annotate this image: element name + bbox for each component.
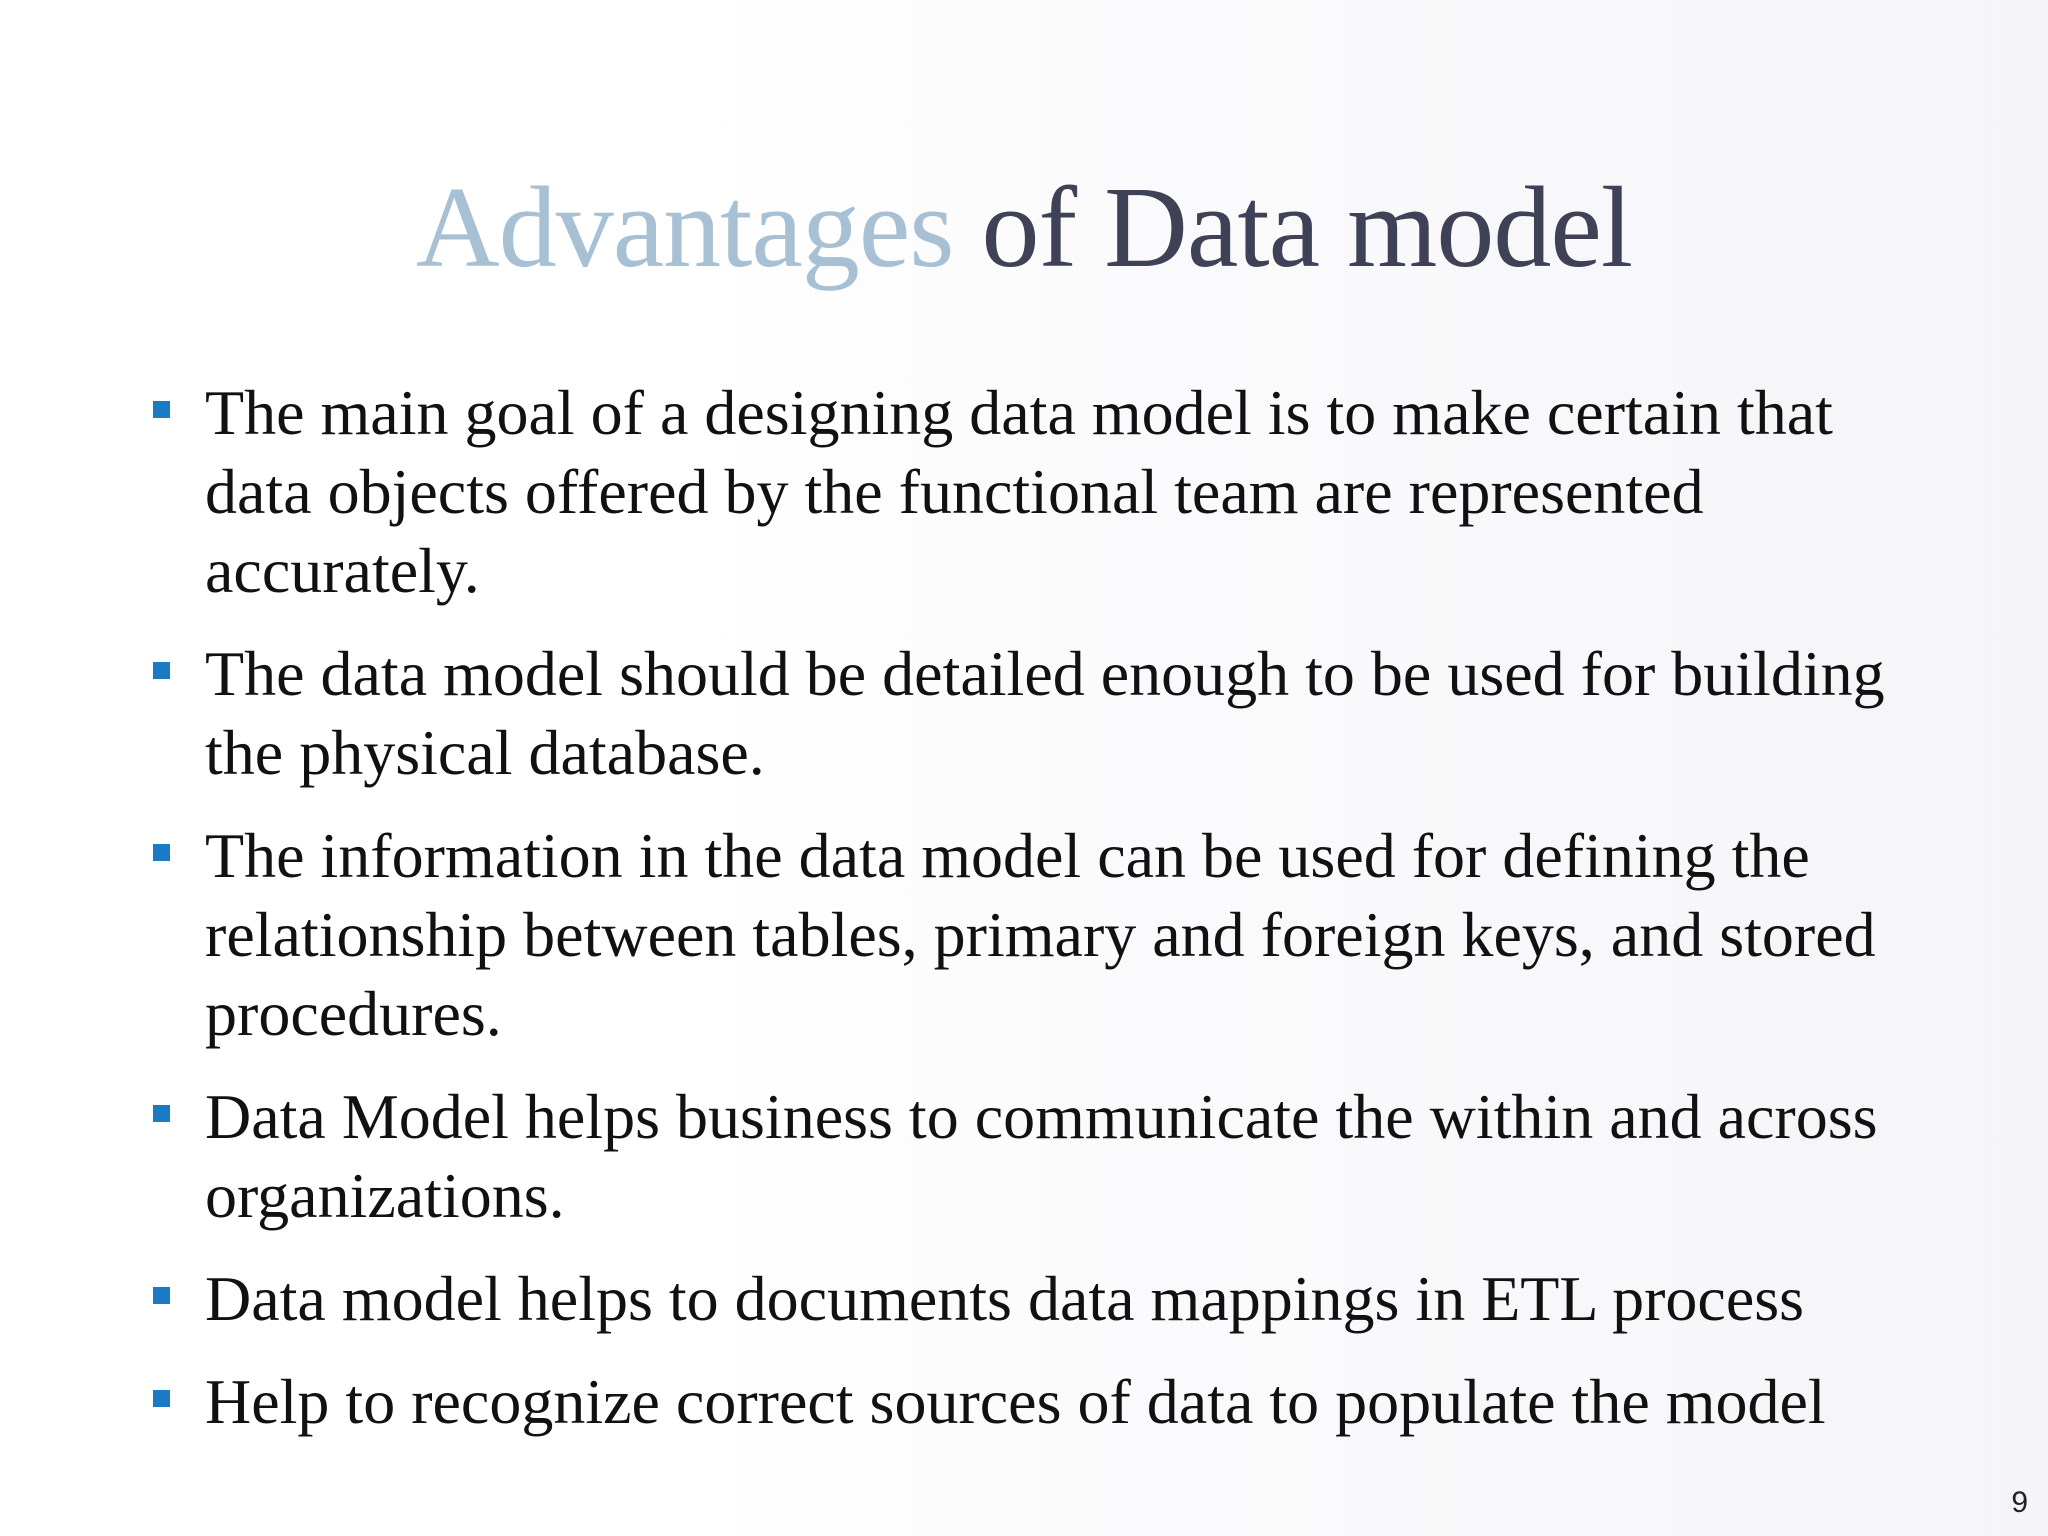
bullet-item <box>148 373 1948 610</box>
square-bullet-icon <box>153 662 170 679</box>
page-number: 9 <box>2011 1486 2028 1519</box>
bullet-item <box>148 634 1948 792</box>
square-bullet-icon <box>153 1390 170 1407</box>
bullet-text: Help to recognize correct sources of data to populate the model <box>205 1366 1826 1437</box>
square-bullet-icon <box>153 844 170 861</box>
bullet-item <box>148 1362 1948 1441</box>
title-accent-word: Advantages <box>415 164 954 292</box>
slide-title <box>0 162 2048 294</box>
square-bullet-icon <box>153 401 170 418</box>
bullet-text: The main goal of a designing data model is to make certain that data objects offered by the functional team are represented accurately. <box>205 377 1833 606</box>
bullet-text: The information in the data model can be used for defining the relationship between tables, primary and foreign keys, and stored procedures. <box>205 820 1876 1049</box>
bullet-text: Data Model helps business to communicate the within and across organizations. <box>205 1081 1878 1231</box>
bullet-list <box>148 373 1948 1465</box>
bullet-item <box>148 1077 1948 1235</box>
bullet-item <box>148 816 1948 1053</box>
square-bullet-icon <box>153 1105 170 1122</box>
square-bullet-icon <box>153 1287 170 1304</box>
bullet-text: The data model should be detailed enough to be used for building the physical database. <box>205 638 1885 788</box>
title-rest: of Data model <box>981 164 1633 292</box>
bullet-text: Data model helps to documents data mappings in ETL process <box>205 1263 1805 1334</box>
bullet-item <box>148 1259 1948 1338</box>
